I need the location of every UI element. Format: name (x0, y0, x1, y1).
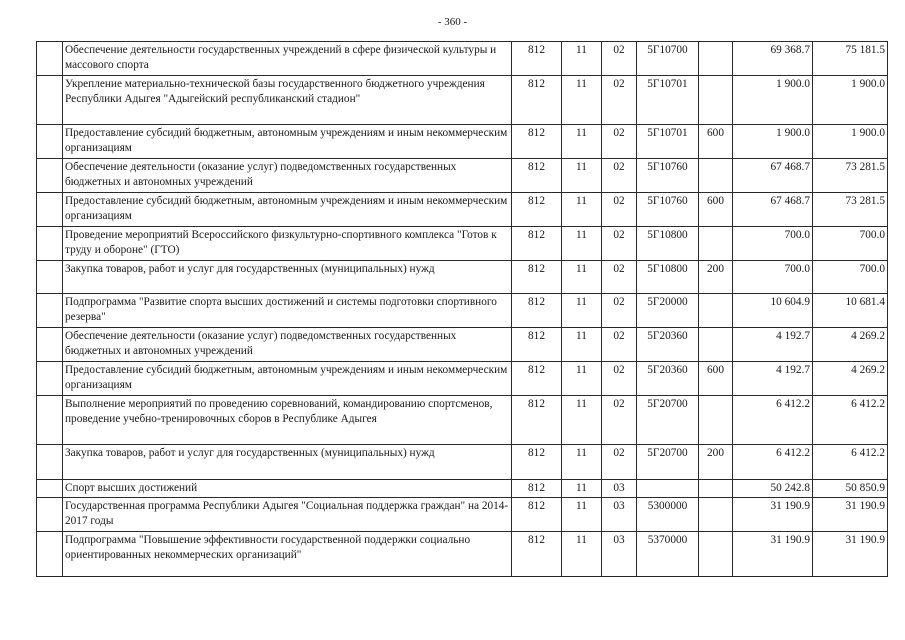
row-name: Выполнение мероприятий по проведению соревнований, командированию спортсменов, проведение учебно-тренировочных сборов в Республике Адыгея (63, 396, 512, 445)
row-sum-year1: 1 900.0 (733, 125, 813, 159)
row-target-code: 5Г10700 (637, 42, 699, 76)
row-expense-type: 600 (699, 125, 733, 159)
row-margin-cell (37, 532, 63, 577)
row-sum-year2: 73 281.5 (813, 159, 888, 193)
row-ministry-code: 812 (512, 42, 562, 76)
row-expense-type (699, 76, 733, 125)
row-sum-year2: 4 269.2 (813, 328, 888, 362)
row-target-code: 5300000 (637, 498, 699, 532)
row-margin-cell (37, 294, 63, 328)
table-row (37, 42, 888, 76)
row-section-code: 11 (562, 480, 602, 498)
row-sum-year1: 4 192.7 (733, 328, 813, 362)
table-row (37, 193, 888, 227)
row-name: Подпрограмма "Повышение эффективности государственной поддержки социально ориентированных некоммерческих организаций" (63, 532, 512, 577)
row-name: Предоставление субсидий бюджетным, автономным учреждениям и иным некоммерческим организациям (63, 362, 512, 396)
row-margin-cell (37, 193, 63, 227)
table-row (37, 294, 888, 328)
row-expense-type (699, 42, 733, 76)
row-expense-type (699, 396, 733, 445)
row-section-code: 11 (562, 261, 602, 294)
row-sum-year1: 50 242.8 (733, 480, 813, 498)
row-sum-year2: 73 281.5 (813, 193, 888, 227)
row-subsection-code: 02 (602, 193, 637, 227)
row-subsection-code: 02 (602, 328, 637, 362)
table-body (37, 42, 888, 577)
row-name: Предоставление субсидий бюджетным, автономным учреждениям и иным некоммерческим организациям (63, 193, 512, 227)
row-sum-year2: 10 681.4 (813, 294, 888, 328)
table-row (37, 76, 888, 125)
row-margin-cell (37, 362, 63, 396)
row-subsection-code: 02 (602, 125, 637, 159)
row-sum-year2: 1 900.0 (813, 125, 888, 159)
row-section-code: 11 (562, 532, 602, 577)
table-row (37, 261, 888, 294)
row-section-code: 11 (562, 362, 602, 396)
row-expense-type (699, 498, 733, 532)
row-sum-year2: 6 412.2 (813, 396, 888, 445)
row-ministry-code: 812 (512, 498, 562, 532)
row-subsection-code: 02 (602, 227, 637, 261)
row-section-code: 11 (562, 42, 602, 76)
row-name: Предоставление субсидий бюджетным, автономным учреждениям и иным некоммерческим организациям (63, 125, 512, 159)
row-ministry-code: 812 (512, 125, 562, 159)
row-name: Обеспечение деятельности государственных учреждений в сфере физической культуры и массового спорта (63, 42, 512, 76)
row-section-code: 11 (562, 125, 602, 159)
row-name: Проведение мероприятий Всероссийского физкультурно-спортивного комплекса "Готов к труду и обороне" (ГТО) (63, 227, 512, 261)
row-expense-type: 200 (699, 261, 733, 294)
row-expense-type: 200 (699, 445, 733, 480)
row-margin-cell (37, 261, 63, 294)
table-row (37, 125, 888, 159)
row-target-code: 5370000 (637, 532, 699, 577)
table-row (37, 362, 888, 396)
row-name: Обеспечение деятельности (оказание услуг) подведомственных государственных бюджетных и автономных учреждений (63, 159, 512, 193)
row-expense-type: 600 (699, 362, 733, 396)
row-subsection-code: 02 (602, 76, 637, 125)
table-row (37, 480, 888, 498)
budget-table (36, 41, 888, 577)
row-ministry-code: 812 (512, 76, 562, 125)
row-sum-year2: 6 412.2 (813, 445, 888, 480)
row-subsection-code: 02 (602, 396, 637, 445)
row-subsection-code: 03 (602, 498, 637, 532)
table-row (37, 396, 888, 445)
row-name: Государственная программа Республики Адыгея "Социальная поддержка граждан" на 2014-2017 годы (63, 498, 512, 532)
row-sum-year1: 6 412.2 (733, 396, 813, 445)
row-sum-year2: 75 181.5 (813, 42, 888, 76)
row-expense-type (699, 480, 733, 498)
row-expense-type (699, 532, 733, 577)
row-sum-year1: 4 192.7 (733, 362, 813, 396)
table-row (37, 445, 888, 480)
row-section-code: 11 (562, 76, 602, 125)
row-section-code: 11 (562, 396, 602, 445)
row-sum-year1: 69 368.7 (733, 42, 813, 76)
row-margin-cell (37, 227, 63, 261)
row-expense-type (699, 328, 733, 362)
row-target-code: 5Г10760 (637, 193, 699, 227)
row-sum-year1: 6 412.2 (733, 445, 813, 480)
row-sum-year1: 31 190.9 (733, 498, 813, 532)
row-target-code: 5Г10800 (637, 261, 699, 294)
page-number: - 360 - (437, 16, 468, 28)
row-margin-cell (37, 125, 63, 159)
row-ministry-code: 812 (512, 159, 562, 193)
row-sum-year2: 50 850.9 (813, 480, 888, 498)
row-subsection-code: 02 (602, 261, 637, 294)
row-subsection-code: 03 (602, 480, 637, 498)
row-subsection-code: 03 (602, 532, 637, 577)
row-section-code: 11 (562, 294, 602, 328)
row-target-code (637, 480, 699, 498)
row-margin-cell (37, 42, 63, 76)
row-sum-year1: 700.0 (733, 261, 813, 294)
row-section-code: 11 (562, 498, 602, 532)
row-ministry-code: 812 (512, 193, 562, 227)
row-section-code: 11 (562, 328, 602, 362)
row-ministry-code: 812 (512, 480, 562, 498)
row-margin-cell (37, 328, 63, 362)
row-sum-year2: 700.0 (813, 261, 888, 294)
row-margin-cell (37, 498, 63, 532)
row-section-code: 11 (562, 227, 602, 261)
row-subsection-code: 02 (602, 294, 637, 328)
row-margin-cell (37, 76, 63, 125)
row-target-code: 5Г10760 (637, 159, 699, 193)
table-row (37, 498, 888, 532)
row-margin-cell (37, 480, 63, 498)
row-subsection-code: 02 (602, 445, 637, 480)
row-sum-year1: 1 900.0 (733, 76, 813, 125)
row-name: Укрепление материально-технической базы государственного бюджетного учреждения Республики Адыгея "Адыгейский республиканский стадион" (63, 76, 512, 125)
table-row (37, 159, 888, 193)
row-margin-cell (37, 396, 63, 445)
row-section-code: 11 (562, 159, 602, 193)
row-ministry-code: 812 (512, 261, 562, 294)
row-ministry-code: 812 (512, 227, 562, 261)
row-target-code: 5Г20360 (637, 362, 699, 396)
row-margin-cell (37, 445, 63, 480)
table-row (37, 328, 888, 362)
row-target-code: 5Г20700 (637, 445, 699, 480)
row-sum-year2: 31 190.9 (813, 532, 888, 577)
row-ministry-code: 812 (512, 362, 562, 396)
row-target-code: 5Г10800 (637, 227, 699, 261)
row-target-code: 5Г10701 (637, 76, 699, 125)
row-section-code: 11 (562, 445, 602, 480)
row-name: Закупка товаров, работ и услуг для государственных (муниципальных) нужд (63, 261, 512, 294)
row-ministry-code: 812 (512, 294, 562, 328)
row-name: Спорт высших достижений (63, 480, 512, 498)
row-name: Подпрограмма "Развитие спорта высших достижений и системы подготовки спортивного резерва" (63, 294, 512, 328)
row-ministry-code: 812 (512, 445, 562, 480)
row-target-code: 5Г20700 (637, 396, 699, 445)
row-ministry-code: 812 (512, 532, 562, 577)
table-row (37, 227, 888, 261)
row-ministry-code: 812 (512, 328, 562, 362)
row-sum-year1: 67 468.7 (733, 159, 813, 193)
row-margin-cell (37, 159, 63, 193)
row-ministry-code: 812 (512, 396, 562, 445)
table-row (37, 532, 888, 577)
row-section-code: 11 (562, 193, 602, 227)
row-sum-year2: 31 190.9 (813, 498, 888, 532)
row-sum-year1: 700.0 (733, 227, 813, 261)
row-subsection-code: 02 (602, 42, 637, 76)
row-expense-type (699, 159, 733, 193)
row-subsection-code: 02 (602, 159, 637, 193)
row-target-code: 5Г20000 (637, 294, 699, 328)
row-sum-year2: 700.0 (813, 227, 888, 261)
row-subsection-code: 02 (602, 362, 637, 396)
row-expense-type: 600 (699, 193, 733, 227)
row-sum-year1: 10 604.9 (733, 294, 813, 328)
row-target-code: 5Г10701 (637, 125, 699, 159)
row-expense-type (699, 227, 733, 261)
row-expense-type (699, 294, 733, 328)
row-name: Обеспечение деятельности (оказание услуг) подведомственных государственных бюджетных и автономных учреждений (63, 328, 512, 362)
row-target-code: 5Г20360 (637, 328, 699, 362)
row-sum-year2: 4 269.2 (813, 362, 888, 396)
row-name: Закупка товаров, работ и услуг для государственных (муниципальных) нужд (63, 445, 512, 480)
row-sum-year1: 67 468.7 (733, 193, 813, 227)
row-sum-year1: 31 190.9 (733, 532, 813, 577)
row-sum-year2: 1 900.0 (813, 76, 888, 125)
